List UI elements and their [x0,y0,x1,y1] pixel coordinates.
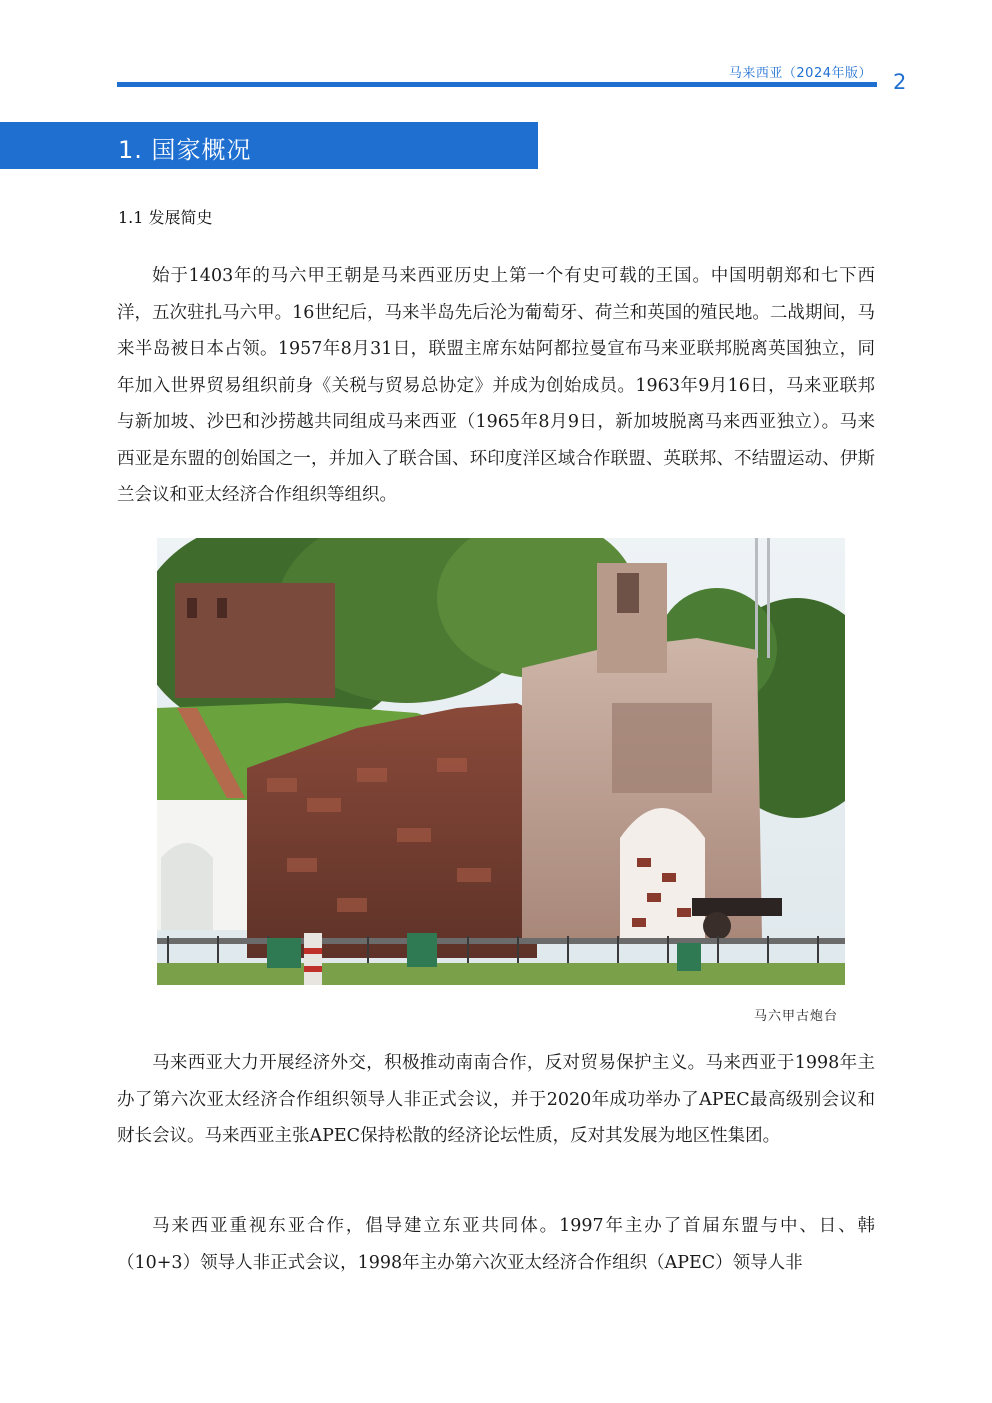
chapter-banner [0,122,538,169]
running-header-title: 马来西亚（2024年版） [728,66,872,81]
section-title: 1.1 发展简史 [118,208,213,227]
chapter-title: 1. 国家概况 [118,136,252,164]
paragraph-history: 始于1403年的马六甲王朝是马来西亚历史上第一个有史可载的王国。中国明朝郑和七下西洋，五次驻扎马六甲。16世纪后，马来半岛先后沦为葡萄牙、荷兰和英国的殖民地。二战期间，马来半岛被日本占领。1957年8月31日，联盟主席东姑阿都拉曼宣布马来亚联邦脱离英国独立，同年加入世界贸易组织前身《关税与贸易总协定》并成为创始成员。1963年9月16日，马来亚联邦与新加坡、沙巴和沙捞越共同组成马来西亚（1965年8月9日，新加坡脱离马来西亚独立）。马来西亚是东盟的创始国之一，并加入了联合国、环印度洋区域合作联盟、英联邦、不结盟运动、伊斯兰会议和亚太经济合作组织等组织。 [117,266,875,505]
fortress-photo [157,538,845,985]
paragraph-east-asia-cooperation: 马来西亚重视东亚合作，倡导建立东亚共同体。1997年主办了首届东盟与中、日、韩（10+3）领导人非正式会议，1998年主办第六次亚太经济合作组织（APEC）领导人非 [117,1216,875,1273]
header-rule [117,82,877,87]
figure-caption: 马六甲古炮台 [753,1009,838,1024]
page-number: 2 [893,70,907,94]
paragraph-economic-diplomacy: 马来西亚大力开展经济外交，积极推动南南合作，反对贸易保护主义。马来西亚于1998年主办了第六次亚太经济合作组织领导人非正式会议，并于2020年成功举办了APEC最高级别会议和财长会议。马来西亚主张APEC保持松散的经济论坛性质，反对其发展为地区性集团。 [117,1053,875,1146]
